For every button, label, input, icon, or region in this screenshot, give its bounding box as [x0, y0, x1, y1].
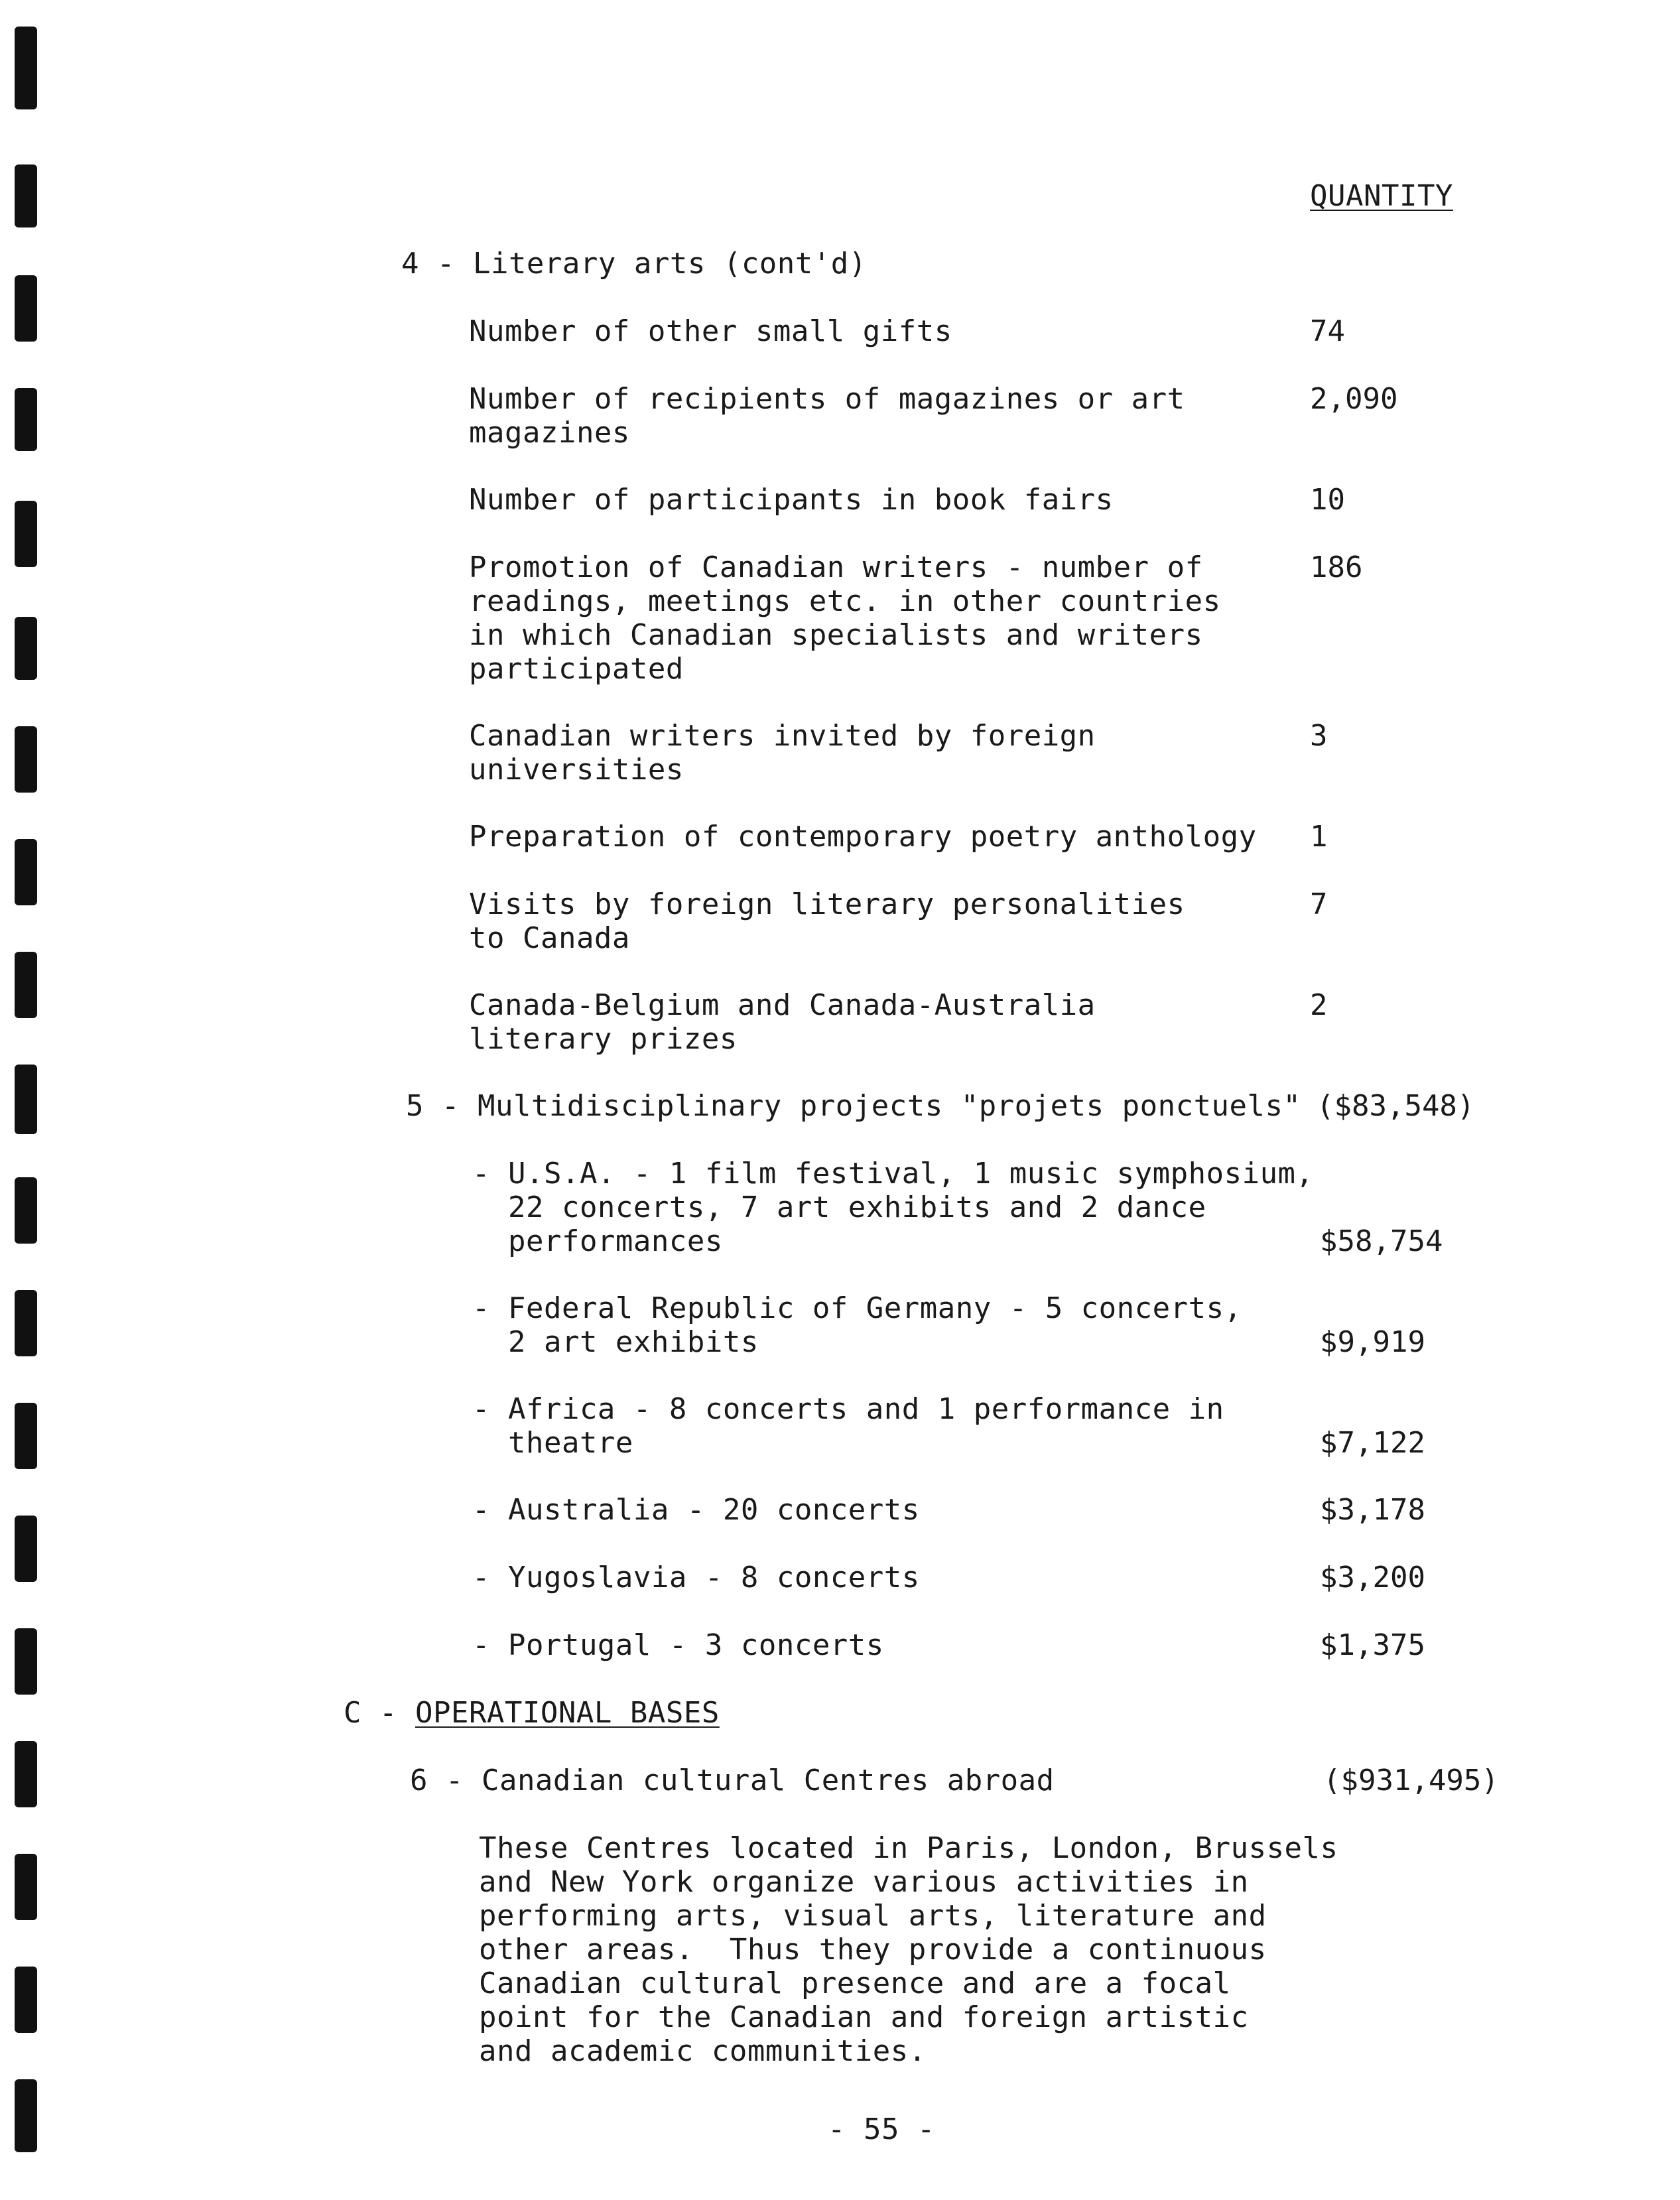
paragraph-line: and New York organize various activities in [479, 1865, 1249, 1899]
row-label: Promotion of Canadian writers - number of [469, 550, 1203, 584]
row-label: Canada-Belgium and Canada-Australia [469, 988, 1096, 1022]
row-label: Visits by foreign literary personalities [469, 887, 1185, 921]
binding-mark [15, 1516, 37, 1582]
section-c-prefix: C - [344, 1696, 415, 1730]
row-value: 2 [1310, 988, 1328, 1022]
row-label: magazines [469, 416, 630, 450]
item-label: 2 art exhibits [472, 1325, 759, 1359]
item-label: - U.S.A. - 1 film festival, 1 music symphosium, [472, 1157, 1314, 1191]
row-value: 7 [1310, 887, 1328, 921]
row-value: 2,090 [1310, 382, 1398, 416]
binding-mark [15, 27, 37, 109]
section-5-total: ($83,548) [1317, 1089, 1475, 1123]
row-value: 1 [1310, 820, 1328, 854]
row-label: Canadian writers invited by foreign [469, 719, 1096, 753]
item-value: $58,754 [1320, 1224, 1443, 1258]
binding-mark [15, 1403, 37, 1469]
row-label: participated [469, 652, 684, 686]
paragraph-line: Canadian cultural presence and are a focal [479, 1967, 1231, 2000]
row-label: Number of recipients of magazines or art [469, 382, 1185, 416]
binding-mark [15, 726, 37, 793]
row-label: Number of other small gifts [469, 314, 952, 348]
item-label: theatre [472, 1426, 633, 1460]
section-6-heading: 6 - Canadian cultural Centres abroad [410, 1764, 1055, 1797]
section-4-heading: 4 - Literary arts (cont'd) [401, 247, 867, 281]
item-label: - Australia - 20 concerts [472, 1493, 920, 1527]
binding-mark [15, 1854, 37, 1920]
row-label: in which Canadian specialists and writers [469, 618, 1203, 652]
binding-mark [15, 1065, 37, 1134]
binding-mark [15, 1290, 37, 1356]
row-label: Number of participants in book fairs [469, 483, 1114, 517]
section-c-title: OPERATIONAL BASES [415, 1696, 720, 1730]
paragraph-line: and academic communities. [479, 2034, 927, 2068]
binding-mark [15, 388, 37, 451]
section-6-total: ($931,495) [1323, 1764, 1499, 1797]
binding-mark [15, 839, 37, 905]
paragraph-line: point for the Canadian and foreign artistic [479, 2000, 1249, 2034]
row-label: to Canada [469, 921, 630, 955]
row-label: literary prizes [469, 1022, 738, 1056]
binding-mark [15, 1628, 37, 1695]
paragraph-line: These Centres located in Paris, London, Brussels [479, 1831, 1338, 1865]
item-label: - Federal Republic of Germany - 5 concerts, [472, 1291, 1242, 1325]
binding-mark [15, 1741, 37, 1807]
page-number: - 55 - [828, 2112, 935, 2146]
binding-mark [15, 1967, 37, 2033]
binding-mark [15, 617, 37, 680]
row-value: 3 [1310, 719, 1328, 753]
item-label: - Africa - 8 concerts and 1 performance in [472, 1392, 1224, 1426]
item-value: $9,919 [1320, 1325, 1425, 1359]
item-value: $3,200 [1320, 1561, 1425, 1594]
binding-mark [15, 275, 37, 342]
row-value: 74 [1310, 314, 1345, 348]
binding-mark [15, 2079, 37, 2152]
quantity-header: QUANTITY [1310, 179, 1453, 213]
item-value: $3,178 [1320, 1493, 1425, 1527]
paragraph-line: performing arts, visual arts, literature and [479, 1899, 1267, 1933]
paragraph-line: other areas. Thus they provide a continuous [479, 1933, 1267, 1967]
item-value: $1,375 [1320, 1628, 1425, 1662]
row-value: 186 [1310, 550, 1363, 584]
binding-mark [15, 1177, 37, 1244]
row-value: 10 [1310, 483, 1345, 517]
binding-mark [15, 164, 37, 227]
row-label: Preparation of contemporary poetry anthology [469, 820, 1257, 854]
row-label: universities [469, 753, 684, 787]
section-c-heading [344, 1696, 720, 1730]
item-value: $7,122 [1320, 1426, 1425, 1460]
row-label: readings, meetings etc. in other countries [469, 584, 1221, 618]
section-5-heading: 5 - Multidisciplinary projects "projets ponctuels" [406, 1089, 1301, 1123]
binding-mark [15, 501, 37, 567]
binding-mark [15, 952, 37, 1018]
item-label: 22 concerts, 7 art exhibits and 2 dance [472, 1191, 1206, 1224]
item-label: - Portugal - 3 concerts [472, 1628, 884, 1662]
item-label: - Yugoslavia - 8 concerts [472, 1561, 920, 1594]
item-label: performances [472, 1224, 723, 1258]
